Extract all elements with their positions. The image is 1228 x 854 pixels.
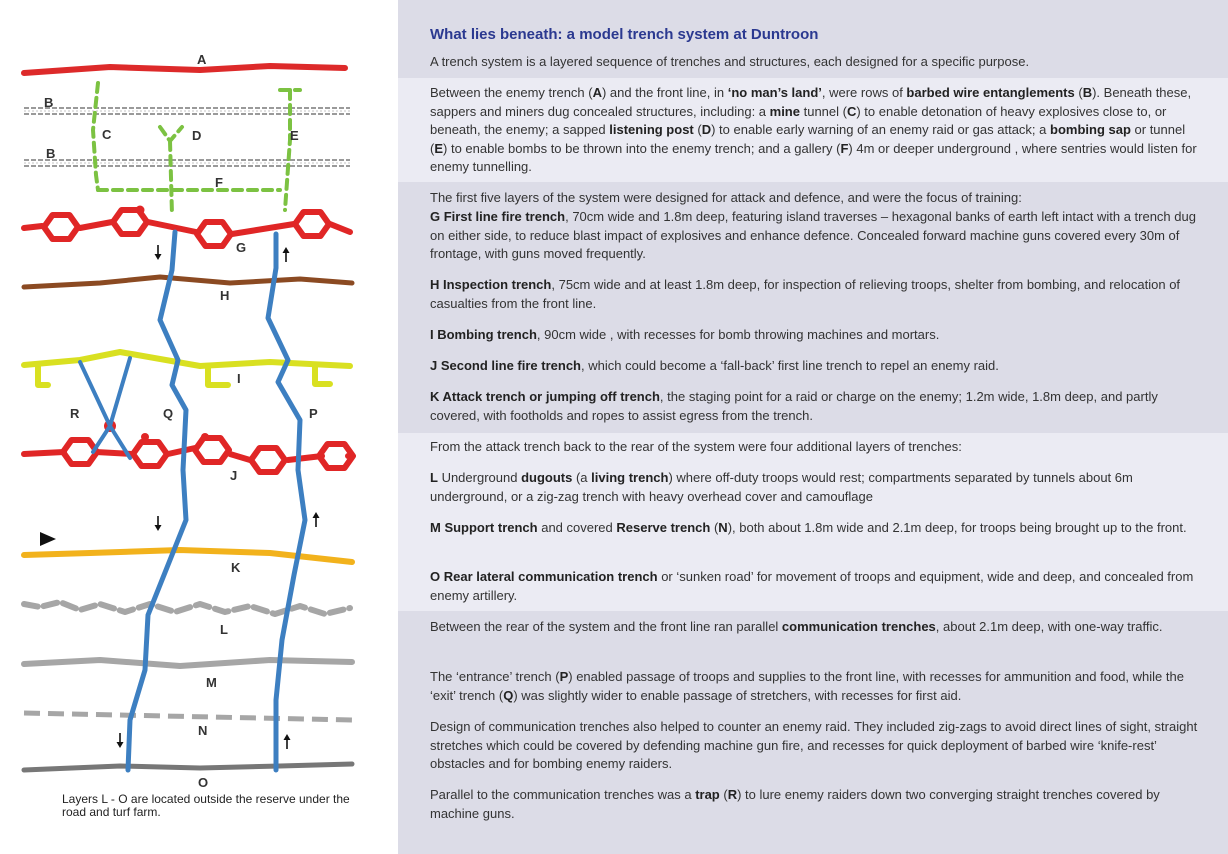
text-run: tunnel ( bbox=[799, 103, 847, 119]
diagram-label-c: C bbox=[102, 127, 112, 142]
text-run: Parallel to the communication trenches was a bbox=[430, 787, 696, 802]
text-run: ). Beneath these, sappers and miners dug concealed structures, including: a bbox=[430, 85, 1192, 119]
paragraph-intro bbox=[430, 53, 1200, 72]
fire-trench-marker bbox=[201, 433, 209, 441]
diagram-label-k: K bbox=[231, 560, 241, 575]
text-run: ( bbox=[710, 520, 719, 535]
bold-term: H Inspection trench bbox=[430, 277, 552, 292]
text-run: , 75cm wide and at least 1.8m deep, for inspection of relieving troops, shelter from bombing, and relocation of casualties from the front line. bbox=[430, 277, 1181, 311]
trench-diagram bbox=[0, 0, 398, 854]
text-run: ) to lure enemy raiders down two converging straight trenches covered by machine guns. bbox=[430, 787, 1160, 821]
bold-term: listening post bbox=[609, 122, 694, 137]
paragraph-first-five-layers bbox=[430, 189, 1200, 208]
diagram-label-p: P bbox=[309, 406, 318, 421]
text-run: ) to enable early warning of an enemy raid or gas attack; a bbox=[711, 122, 1051, 137]
inspection-trench-h bbox=[24, 277, 352, 287]
bold-term: P bbox=[559, 669, 569, 684]
text-run: ) to enable detonation of heavy explosives close to, or beneath, the enemy; a sapped bbox=[430, 103, 1167, 137]
paragraph-four-additional-layers bbox=[430, 438, 1200, 457]
diagram-label-l: L bbox=[220, 622, 228, 637]
diagram-label-a: A bbox=[197, 52, 207, 67]
text-run: , the staging point for a raid or charge on the enemy; 1.2m wide, 1.8m deep, and partly covered, with footholds and ropes to assist egress from the trench. bbox=[430, 389, 1158, 423]
paragraph-h-inspection-trench bbox=[430, 276, 1200, 313]
reserve-trench-n bbox=[24, 713, 352, 720]
paragraph-design bbox=[430, 718, 1200, 774]
bold-term: living trench bbox=[591, 470, 669, 485]
paragraph-i-bombing-trench bbox=[430, 326, 1200, 345]
trench-diagram-svg bbox=[0, 0, 398, 854]
paragraph-g-first-line-fire-trench bbox=[430, 208, 1200, 264]
island-traverse bbox=[44, 215, 78, 239]
text-run: ), both about 1.8m wide and 2.1m deep, for troops being brought up to the front. bbox=[727, 520, 1187, 535]
bold-term: Q bbox=[503, 687, 514, 703]
diagram-label-e: E bbox=[290, 128, 299, 143]
entrance-trench-p bbox=[268, 234, 305, 770]
support-trench-m bbox=[24, 660, 352, 666]
text-run: , about 2.1m deep, with one-way traffic. bbox=[935, 619, 1163, 634]
mine-tunnel-c bbox=[93, 83, 98, 190]
bold-term: C bbox=[846, 103, 857, 119]
bold-term: mine bbox=[769, 103, 800, 119]
bold-term: trap bbox=[695, 787, 720, 802]
fire-trench-marker bbox=[141, 433, 149, 441]
text-run: and covered bbox=[537, 520, 617, 535]
text-run: ) and the front line, in bbox=[601, 85, 728, 100]
text-run: The ‘entrance’ trench ( bbox=[430, 669, 560, 684]
listening-post-d bbox=[160, 127, 182, 215]
text-panel bbox=[398, 0, 1228, 854]
text-run: (a bbox=[572, 470, 592, 485]
text-run: ) was slightly wider to enable passage of stretchers, with recesses for first aid. bbox=[513, 687, 962, 703]
text-run: Design of communication trenches also helped to counter an enemy raid. They included zig-zags to avoid direct lines of sight, straight stretches which could be covered by defending machine gun fire, and recesses for quick deployment of barbed wire ‘knife-rest’ obstacles and for bombing enemy raiders. bbox=[430, 719, 1198, 771]
up-arrow-icon bbox=[283, 247, 290, 262]
text-run: , 90cm wide , with recesses for bomb throwing machines and mortars. bbox=[536, 327, 940, 342]
text-run: , which could become a ‘fall-back’ first line trench to repel an enemy raid. bbox=[581, 358, 999, 373]
exit-trench-q bbox=[128, 232, 186, 770]
up-arrow-icon bbox=[284, 734, 291, 749]
attack-direction-flag bbox=[40, 532, 56, 546]
paragraph-p-q-entrance-exit bbox=[430, 668, 1200, 705]
diagram-label-h: H bbox=[220, 288, 230, 303]
text-run: , 70cm wide and 1.8m deep, featuring island traverses – hexagonal banks of earth left intact with a trench dug on either side, to reduce blast impact of explosives and enhance defence. Concealed forward machine guns covered every 30m of frontage, with guns moved frequently. bbox=[430, 209, 1196, 261]
paragraph-l-dugouts bbox=[430, 469, 1200, 506]
text-run: ) where off-duty troops would rest; compartments separated by tunnels about 6m underground, or a zig-zag trench with heavy overhead cover and camouflage bbox=[430, 470, 1133, 504]
paragraph-m-support-trench bbox=[430, 519, 1200, 538]
text-run: , were rows of bbox=[821, 85, 907, 100]
attack-trench-k bbox=[24, 550, 352, 562]
text-run: Underground bbox=[437, 470, 522, 485]
text-run: ( bbox=[719, 787, 728, 802]
bold-term: R bbox=[727, 787, 738, 802]
text-run: From the attack trench back to the rear of the system were four additional layers of trenches: bbox=[430, 439, 962, 454]
up-arrow-icon bbox=[313, 512, 320, 527]
dugouts-l bbox=[24, 602, 350, 614]
text-run: or ‘sunken road’ for movement of troops and equipment, wide and deep, and concealed from enemy artillery. bbox=[430, 569, 1194, 603]
text-run: Between the enemy trench ( bbox=[430, 85, 593, 100]
text-run: or tunnel ( bbox=[430, 122, 1186, 156]
paragraph-k-attack-trench bbox=[430, 388, 1200, 425]
bold-term: N bbox=[718, 520, 728, 535]
diagram-label-b1: B bbox=[44, 95, 54, 110]
text-run: ) to enable bombs to be thrown into the enemy trench; and a gallery ( bbox=[443, 140, 841, 156]
paragraph-j-second-line-fire-trench bbox=[430, 357, 1200, 376]
island-traverse bbox=[251, 448, 285, 472]
bombing-recess bbox=[38, 364, 48, 385]
text-run: ) enabled passage of troops and supplies to the front line, with recesses for ammunition and food, while the ‘exit’ trench ( bbox=[430, 669, 1184, 703]
island-traverse bbox=[133, 442, 167, 466]
diagram-label-f: F bbox=[215, 175, 223, 190]
diagram-label-j: J bbox=[230, 468, 238, 483]
diagram-label-r: R bbox=[70, 406, 80, 421]
paragraph-communication-trenches bbox=[430, 618, 1200, 637]
bold-term: bombing sap bbox=[1050, 122, 1131, 137]
bold-term: D bbox=[701, 122, 712, 137]
text-run: Between the rear of the system and the front line ran parallel bbox=[430, 619, 782, 634]
bold-term: A bbox=[592, 85, 602, 100]
diagram-label-g: G bbox=[236, 240, 247, 255]
bombing-trench-i bbox=[24, 352, 350, 366]
paragraph-no-mans-land bbox=[430, 84, 1200, 177]
bold-term: O Rear lateral communication trench bbox=[430, 569, 658, 584]
text-run: ( bbox=[1074, 85, 1083, 100]
text-run: The first five layers of the system were designed for attack and defence, and were the focus of training: bbox=[430, 190, 1022, 205]
bold-term: Reserve trench bbox=[616, 520, 711, 535]
bold-term: E bbox=[434, 140, 444, 156]
bold-term: dugouts bbox=[521, 470, 573, 485]
diagram-label-m: M bbox=[206, 675, 217, 690]
fire-trench-j bbox=[24, 448, 352, 460]
diagram-label-i: I bbox=[237, 371, 241, 386]
bold-term: barbed wire entanglements bbox=[906, 85, 1075, 100]
bold-term: J Second line fire trench bbox=[430, 358, 581, 373]
diagram-caption: Layers L - O are located outside the reserve under the road and turf farm. bbox=[62, 792, 350, 819]
diagram-label-o: O bbox=[198, 775, 209, 790]
bombing-recess bbox=[315, 366, 330, 384]
text-run: A trench system is a layered sequence of trenches and structures, each designed for a specific purpose. bbox=[430, 54, 1030, 69]
down-arrow-icon bbox=[117, 733, 124, 748]
diagram-label-b2: B bbox=[46, 146, 56, 161]
bold-term: M Support trench bbox=[430, 520, 538, 535]
bold-term: K Attack trench or jumping off trench bbox=[430, 389, 660, 404]
bold-term: F bbox=[840, 140, 849, 156]
bold-term: B bbox=[1082, 85, 1093, 100]
down-arrow-icon bbox=[155, 245, 162, 260]
bold-term: ‘no man’s land’ bbox=[727, 85, 822, 100]
island-traverse bbox=[197, 222, 231, 246]
bold-term: L bbox=[430, 470, 438, 485]
enemy-trench-a bbox=[24, 66, 345, 73]
bold-term: communication trenches bbox=[781, 619, 936, 634]
fire-trench-marker bbox=[136, 206, 145, 215]
text-run: ( bbox=[693, 122, 702, 137]
island-traverse bbox=[295, 212, 329, 236]
diagram-label-q: Q bbox=[163, 406, 174, 421]
island-traverse bbox=[195, 438, 229, 462]
bombing-recess bbox=[208, 367, 228, 385]
bold-term: I Bombing trench bbox=[430, 327, 537, 342]
paragraph-r-trap bbox=[430, 786, 1200, 823]
down-arrow-icon bbox=[155, 516, 162, 531]
bold-term: G First line fire trench bbox=[430, 209, 566, 224]
diagram-label-n: N bbox=[198, 723, 208, 738]
diagram-label-d: D bbox=[192, 128, 202, 143]
rear-lateral-trench-o bbox=[24, 764, 352, 770]
paragraph-o-rear-lateral-trench bbox=[430, 568, 1200, 605]
page-title: What lies beneath: a model trench system at Duntroon bbox=[430, 26, 819, 43]
text-run: ) 4m or deeper underground , where sentries would listen for enemy tunnelling. bbox=[430, 140, 1197, 174]
